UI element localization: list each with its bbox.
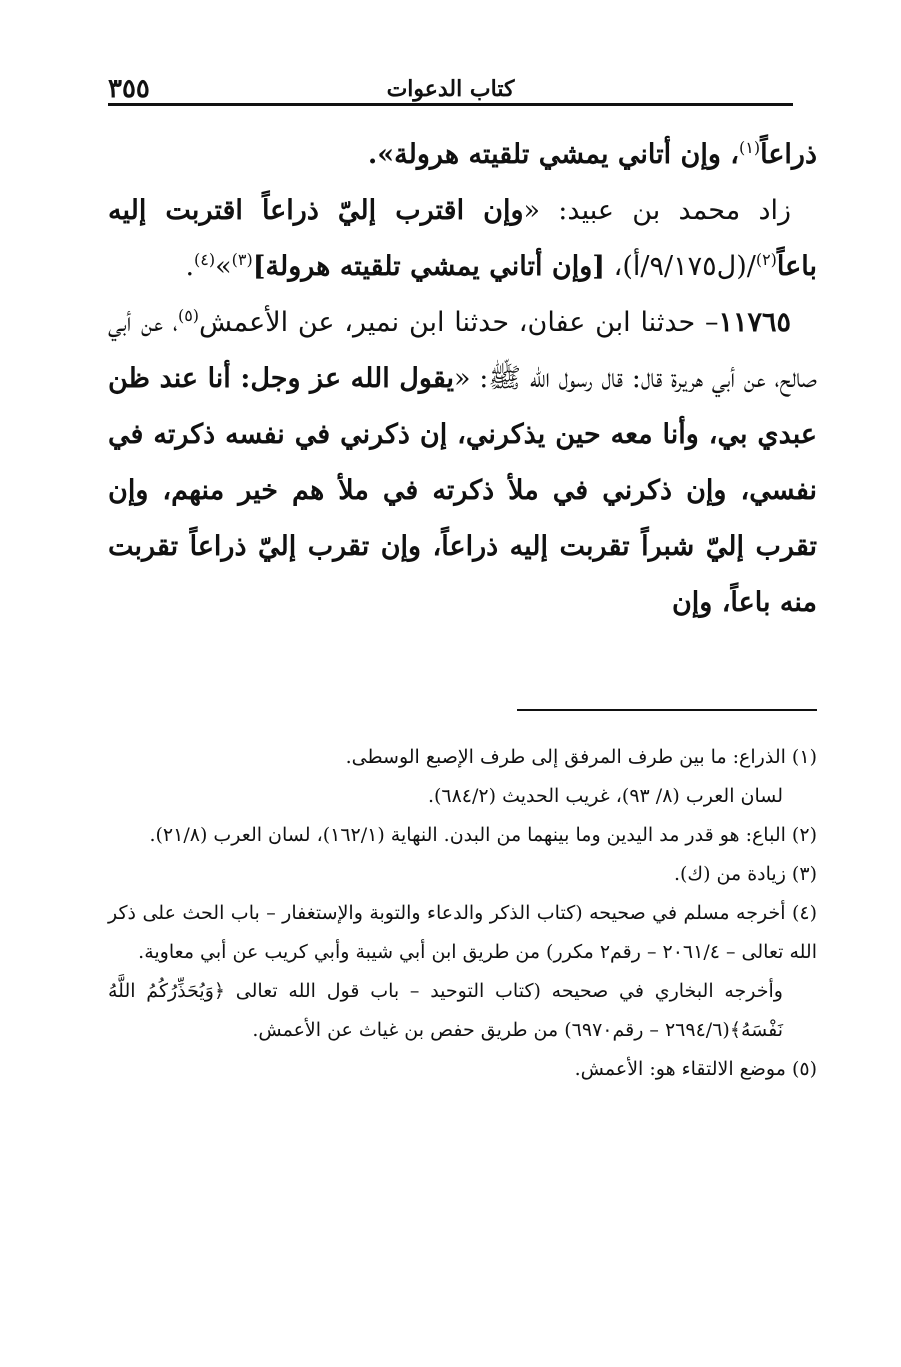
hadith-number: ١١٧٦٥ — [718, 307, 791, 338]
header-rule — [108, 103, 793, 106]
p1-text: ذراعاً — [760, 139, 817, 170]
p2-footnote-ref-2: (٢) — [755, 250, 777, 269]
footnote-3: (٣) زيادة من (ك). — [673, 863, 817, 885]
p2-close-quote: » — [215, 251, 232, 282]
p2-quote: وإن اقترب إليّ ذراعاً اقتربت إليه باعاً — [108, 195, 817, 282]
footnote-2: (٢) الباع: هو قدر مد اليدين وما بينهما من البدن. النهاية (١٦٢/١)، لسان العرب (٢١/٨). — [149, 824, 817, 846]
p3-footnote-ref-5: (٥) — [177, 306, 200, 325]
paragraph-1 — [108, 127, 817, 183]
p1-rest: ، وإن أتاني يمشي تلقيته هرولة». — [367, 139, 739, 170]
p3-isnad-cont: ، عن أبي صالح، عن أبي هريرة قال: قال رسول الله ﷺ: « — [108, 307, 817, 394]
p2-footnote-ref-3: (٣) — [231, 250, 253, 269]
p3-isnad: – حدثنا ابن عفان، حدثنا ابن نمير، عن الأعمش — [199, 307, 719, 338]
footnote-1: (١) الذراع: ما بين طرف المرفق إلى طرف الإصبع الوسطى. — [345, 746, 817, 768]
main-text — [108, 127, 817, 631]
p2-period: . — [185, 251, 195, 282]
paragraph-2 — [108, 183, 817, 295]
page-header — [108, 74, 793, 106]
footnote-separator — [517, 709, 817, 711]
p2-footnote-ref-4: (٤) — [194, 250, 216, 269]
page-number: ٣٥٥ — [108, 74, 150, 104]
running-title: كتاب الدعوات — [386, 76, 515, 102]
p1-footnote-ref: (١) — [739, 138, 761, 157]
p2-intro: زاد محمد بن عبيد: « — [523, 195, 792, 226]
footnote-1-cont: لسان العرب (٨/ ٩٣)، غريب الحديث (٦٨٤/٢). — [427, 785, 783, 807]
footnote-5: (٥) موضع الالتقاء هو: الأعمش. — [574, 1058, 817, 1080]
footnotes — [108, 738, 817, 1089]
paragraph-3 — [108, 295, 817, 631]
p2-manuscript-ref: /(ل٩/١٧٥/أ)، — [605, 251, 756, 282]
p3-matn: يقول الله عز وجل: أنا عند ظن عبدي بي، وأنا معه حين يذكرني، إن ذكرني في نفسه ذكرته في نفسي، وإن ذكرني في ملأ ذكرته في ملأ هم خير منهم، وإن تقرب إليّ شبراً تقربت إليه ذراعاً، وإن تقرب إليّ ذراعاً تقربت منه باعاً، وإن — [108, 363, 817, 618]
footnote-4: (٤) أخرجه مسلم في صحيحه (كتاب الذكر والدعاء والتوبة والإستغفار – باب الحث على ذكر الله تعالى – ٢٠٦١/٤ – رقم٢ مكرر) من طريق ابن أبي شيبة وأبي كريب عن أبي معاوية. — [108, 902, 817, 963]
p2-addition: [وإن أتاني يمشي تلقيته هرولة] — [252, 251, 606, 282]
footnote-4-cont: وأخرجه البخاري في صحيحه (كتاب التوحيد – باب قول الله تعالى ﴿وَيُحَذِّرُكُمُ اللَّهُ نَفْسَهُ﴾(٢٦٩٤/٦ – رقم٦٩٧٠) من طريق حفص بن غياث عن الأعمش. — [108, 980, 783, 1041]
